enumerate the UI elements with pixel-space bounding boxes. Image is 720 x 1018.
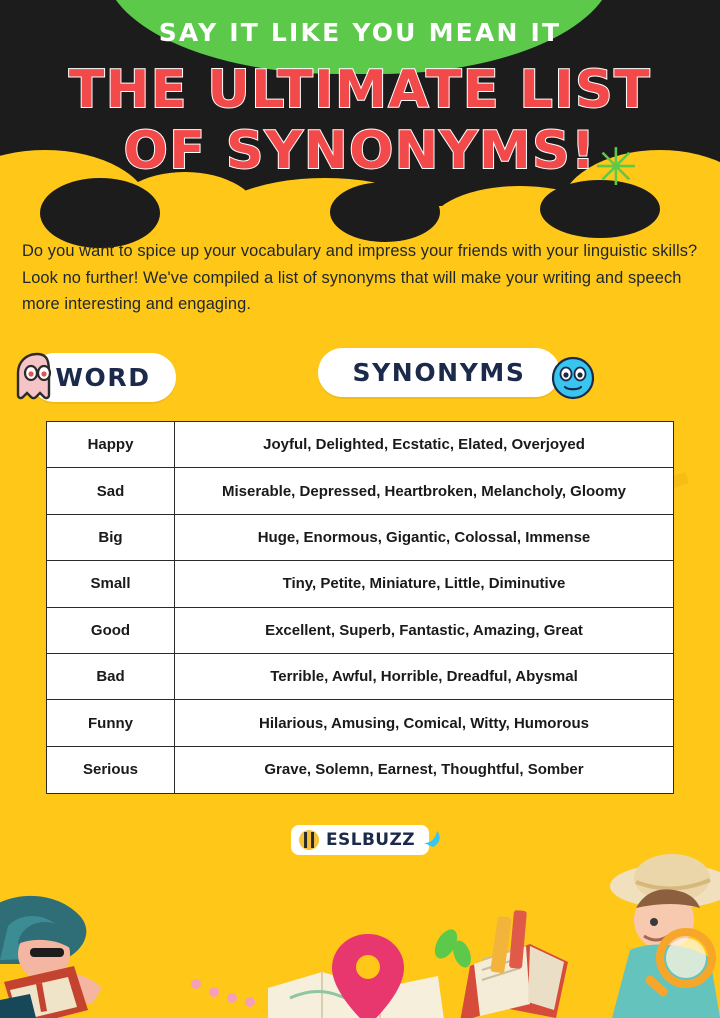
table-row bbox=[47, 747, 673, 793]
reading-person-left bbox=[0, 896, 102, 1018]
cell-word: Happy bbox=[47, 422, 175, 467]
column-header-synonyms: SYNONYMS bbox=[318, 348, 560, 397]
cell-word: Sad bbox=[47, 468, 175, 513]
ghost-emoji-icon bbox=[8, 348, 66, 411]
cell-word: Big bbox=[47, 515, 175, 560]
kicker-text: SAY IT LIKE YOU MEAN IT bbox=[158, 18, 562, 47]
cell-synonyms: Grave, Solemn, Earnest, Thoughtful, Somber bbox=[264, 761, 584, 779]
cell-word: Small bbox=[47, 561, 175, 606]
table-row bbox=[47, 515, 673, 561]
cell-synonyms: Joyful, Delighted, Ecstatic, Elated, Overjoyed bbox=[263, 436, 585, 454]
cell-synonyms: Tiny, Petite, Miniature, Little, Diminutive bbox=[282, 575, 566, 593]
cell-synonyms: Terrible, Awful, Horrible, Dreadful, Abysmal bbox=[270, 668, 578, 686]
leaf-accents bbox=[430, 926, 474, 970]
intro-paragraph: Do you want to spice up your vocabulary and impress your friends with your linguistic skills? Look no further! We've compiled a list of synonyms that will make your writing and speech more interesting and engaging. bbox=[22, 242, 698, 314]
table-row bbox=[47, 468, 673, 514]
stacked-books bbox=[490, 910, 527, 973]
swoosh-icon bbox=[423, 829, 443, 849]
table-row bbox=[47, 608, 673, 654]
cell-word: Good bbox=[47, 608, 175, 653]
cell-word: Serious bbox=[47, 747, 175, 793]
synonyms-table bbox=[46, 421, 674, 794]
table-row bbox=[47, 561, 673, 607]
cell-word: Bad bbox=[47, 654, 175, 699]
title-line-2: OF SYNONYMS! bbox=[123, 121, 597, 182]
table-row bbox=[47, 422, 673, 468]
logo-text-part2: BUZZ bbox=[361, 830, 415, 850]
cell-synonyms: Miserable, Depressed, Heartbroken, Melancholy, Gloomy bbox=[221, 482, 627, 500]
blue-face-emoji-icon bbox=[548, 353, 598, 408]
cell-synonyms: Huge, Enormous, Gigantic, Colossal, Immense bbox=[257, 528, 591, 546]
cell-synonyms: Excellent, Superb, Fantastic, Amazing, Great bbox=[265, 621, 583, 639]
column-header-word: WORD bbox=[30, 353, 176, 402]
dotted-trail bbox=[191, 979, 255, 1007]
table-row bbox=[47, 700, 673, 746]
cell-word: Funny bbox=[47, 700, 175, 745]
logo-text-part1: ESL bbox=[326, 830, 362, 850]
map-paper bbox=[268, 972, 444, 1018]
table-row bbox=[47, 654, 673, 700]
banner-edge-shape bbox=[330, 182, 440, 242]
logo-text bbox=[326, 830, 415, 850]
cell-synonyms: Hilarious, Amusing, Comical, Witty, Humorous bbox=[259, 714, 589, 732]
bee-icon bbox=[299, 830, 319, 850]
title-line-1: THE ULTIMATE LIST bbox=[68, 60, 652, 120]
open-book bbox=[460, 944, 568, 1018]
star-icon: ✳ bbox=[594, 138, 638, 198]
person-right bbox=[610, 854, 720, 1018]
bottom-illustration bbox=[0, 758, 720, 1018]
location-pin-icon bbox=[332, 934, 404, 1018]
eslbuzz-logo[interactable] bbox=[291, 825, 429, 855]
